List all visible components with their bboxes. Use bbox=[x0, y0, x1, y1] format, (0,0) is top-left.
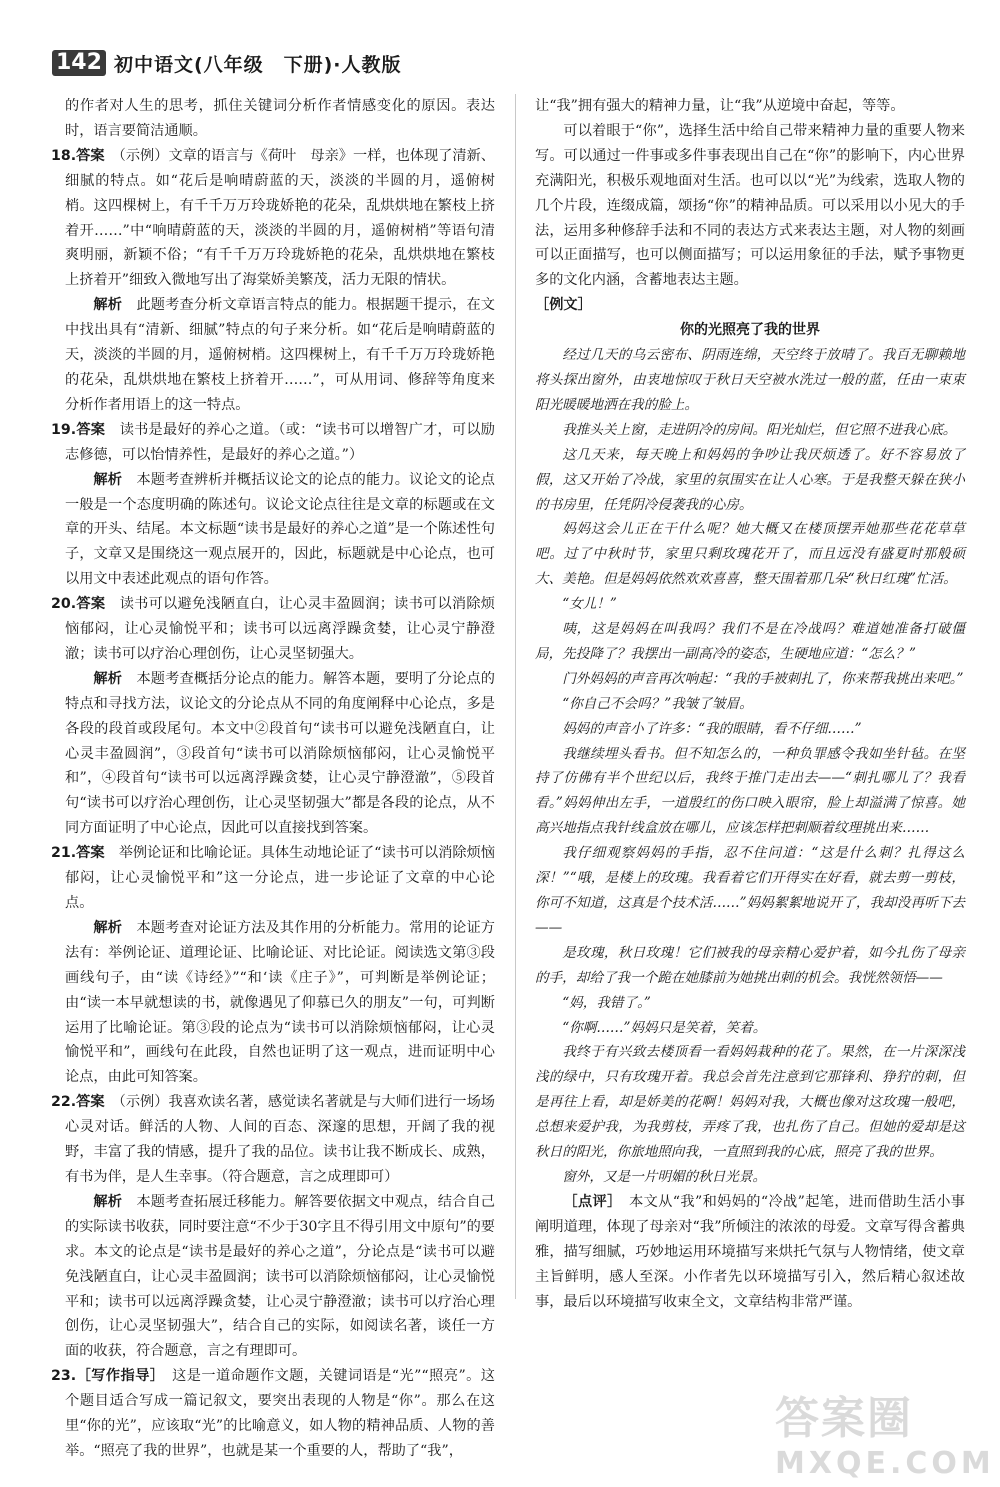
essay-paragraph: 我终于有兴致去楼顶看一看妈妈栽种的花了。果然，在一片深深浅浅的绿中，只有玫瑰开着。我总会首先注意到它那锋利、狰狞的刺，但是再往上看，却是娇美的花啊！妈妈对我，大概也像对这玫瑰一般吧，总想来爱护我，为我剪枝，弄疼了我，也扎伤了自己。但她的爱却是这秋日的阳光，你旅地照向我，一直照到我的心底，照亮了我的世界。 bbox=[535, 1044, 965, 1161]
essay-paragraph: 我仔细观察妈妈的手指，忍不住问道：“这是什么刺？扎得这么深！”“哦，是楼上的玫瑰。我看着它们开得实在好看，就去剪一剪枝，你可不知道，这真是个技术活……”妈妈絮絮地说开了，我却没再听下去—— bbox=[535, 845, 965, 936]
essay-paragraph: 我继续埋头看书。但不知怎么的，一种负罪感令我如坐针毡。在坚持了仿佛有半个世纪以后，我终于推门走出去——“刺扎哪儿了？我看看。”妈妈伸出左手，一道殷红的伤口映入眼帘，脸上却溢满了惊喜。她高兴地指点我针线盒放在哪儿，应该怎样把刺顺着纹理挑出来…… bbox=[535, 745, 965, 837]
guide-continuation: 让“我”拥有强大的精神力量，让“我”从逆境中奋起，等等。 bbox=[535, 98, 905, 114]
site-watermark bbox=[775, 1382, 995, 1481]
essay-paragraph: 妈妈这会儿正在干什么呢？她大概又在楼顶摆弄她那些花花草草吧。过了中秋时节，家里只剩玫瑰花开了，而且远没有盛夏时那般硕大、美艳。但是妈妈依然欢欢喜喜，整天围着那几朵“秋日红瑰”忙活。 bbox=[535, 521, 965, 588]
essay-body bbox=[535, 343, 965, 1190]
book-title: 初中语文(八年级 下册)·人教版 bbox=[113, 53, 402, 76]
question-19-analysis: 解析 本题考查辨析并概括议论文的论点的能力。议论文的论点一般是一个态度明确的陈述句。议论文论点往往是文章的标题或在文章的开头、结尾。本文标题“读书是最好的养心之道”是一个陈述性句子，文章又是围绕这一观点展开的，因此，标题就是中心论点，也可以用文中表述此观点的语句作答。 bbox=[65, 471, 495, 588]
question-20-analysis: 解析 本题考查概括分论点的能力。解答本题，要明了分论点的特点和寻找方法，议论文的分论点从不同的角度阐释中心论点，多是各段的段首或段尾句。本文中②段首句“读书可以避免浅陋直白，让心灵丰盈圆润”，③段首句“读书可以消除烦恼郁闷，让心灵愉悦平和”，④段首句“读书可以远离浮躁贪婪，让心灵宁静澄澈”，⑤段首句“读书可以疗治心理创伤，让心灵坚韧强大”都是各段的论点，从不同方面证明了中心论点，因此可以直接找到答案。 bbox=[65, 670, 495, 837]
question-19-answer: 19.答案 读书是最好的养心之道。（或：“读书可以增智广才，可以励志修德，可以怡情养性，是最好的养心之道。”） bbox=[51, 421, 495, 463]
question-22-analysis: 解析 本题考查拓展迁移能力。解答要依据文中观点，结合自己的实际读书收获，同时要注意“不少于30字且不得引用文中原句”的要求。本文的论点是“读书是最好的养心之道”，分论点是“读书可以避免浅陋直白，让心灵丰盈圆润；读书可以消除烦恼郁闷，让心灵愉悦平和；读书可以远离浮躁贪婪，让心灵宁静澄澈；读书可以疗治心理创伤，让心灵坚韧强大”，结合自己的实际，如阅读名著，谈任一方面的收获，符合题意，言之有理即可。 bbox=[65, 1193, 495, 1360]
intro-text: 的作者对人生的思考，抓住关键词分析作者情感变化的原因。表达时，语言要简洁通顺。 bbox=[65, 98, 495, 139]
question-18-analysis: 解析 此题考查分析文章语言特点的能力。根据题干提示，在文中找出具有“清新、细腻”特点的句子来分析。如“花后是响晴蔚蓝的天，淡淡的半圆的月，遥俯树梢。这四棵树上，有千千万万玲珑娇艳的花朵，乱烘烘地在繁枝上挤着开……”，可从用词、修辞等角度来分析作者用语上的这一特点。 bbox=[65, 297, 495, 413]
question-21-analysis: 解析 本题考查对论证方法及其作用的分析能力。常用的论证方法有：举例论证、道理论证、比喻论证、对比论证。阅读选文第③段画线句子，由“读《诗经》”“和‘读《庄子》”，可判断是举例论证；由“读一本早就想读的书，就像遇见了仰慕已久的朋友”一句，可判断运用了比喻论证。第③段的论点为“读书可以消除烦恼郁闷，让心灵愉悦平和”，画线句在此段，自然也证明了这一观点，进而证明中心论点，由此可知答案。 bbox=[65, 919, 495, 1086]
essay-paragraph: 我推头关上窗，走进阴冷的房间。阳光灿烂，但它照不进我心底。 bbox=[562, 421, 957, 438]
essay-paragraph: 是玫瑰，秋日玫瑰！它们被我的母亲精心爱护着，如今扎伤了母亲的手，却给了我一个跪在她膝前为她挑出刺的机会。我恍然领悟—— bbox=[535, 944, 965, 986]
question-18-answer: 18.答案 （示例）文章的语言与《荷叶 母亲》一样，也体现了清新、细腻的特点。如“花后是响晴蔚蓝的天，淡淡的半圆的月，遥俯树梢。这四棵树上，有千千万万玲珑娇艳的花朵，乱烘烘地在繁枝上挤着开……”中“响晴蔚蓝的天，淡淡的半圆的月，遥俯树梢”等语句清爽明丽，新颖不俗；“有千千万万玲珑娇艳的花朵，乱烘烘地在繁枝上挤着开”细致入微地写出了海棠娇美繁茂，活力无限的情状。 bbox=[51, 147, 495, 289]
watermark-url: MXQE.COM bbox=[775, 1446, 995, 1481]
essay-paragraph: 窗外，又是一片明媚的秋日光景。 bbox=[562, 1168, 767, 1185]
essay-title: 你的光照亮了我的世界 bbox=[680, 322, 820, 339]
guide-paragraph: 可以着眼于“你”，选择生活中给自己带来精神力量的重要人物来写。可以通过一件事或多件事表现出自己在“你”的影响下，内心世界充满阳光，积极乐观地面对生活。也可以以“光”为线索，选取人物的几个片段，连缀成篇，颂扬“你”的精神品质。可以采用以小见大的手法，运用多种修辞手法和不同的表达方式来表达主题，对人物的刻画可以正面描写，也可以侧面描写；可以运用象征的手法，赋予事物更多的文化内涵，含蓄地表达主题。 bbox=[535, 122, 965, 289]
left-column bbox=[51, 94, 495, 1464]
essay-paragraph: 经过几天的乌云密布、阴雨连绵，天空终于放晴了。我百无聊赖地将头探出窗外，由衷地惊叹于秋日天空被水洗过一般的蓝，任由一束束阳光暖暖地洒在我的脸上。 bbox=[535, 347, 965, 413]
question-23-guide: 23.［写作指导］ 这是一道命题作文题，关键词语是“光”“照亮”。这个题目适合写成一篇记叙文，要突出表现的人物是“你”。那么在这里“你的光”，应该取“光”的比喻意义，如人物的精神品质、人物的善举。“照亮了我的世界”，也就是某一个重要的人，帮助了“我”， bbox=[51, 1368, 495, 1459]
comment-label: ［点评］ bbox=[563, 1193, 615, 1210]
example-label: ［例文］ bbox=[535, 297, 592, 314]
essay-paragraph: “女儿！” bbox=[562, 596, 617, 613]
essay-paragraph: “你自己不会吗？”我皱了皱眉。 bbox=[562, 695, 753, 712]
page-number: 142 bbox=[52, 50, 106, 76]
essay-paragraph: “妈，我错了。” bbox=[562, 994, 651, 1011]
watermark-logo-text: 答案圈 bbox=[775, 1393, 913, 1444]
question-20-answer: 20.答案 读书可以避免浅陋直白，让心灵丰盈圆润；读书可以消除烦恼郁闷，让心灵愉悦平和；读书可以远离浮躁贪婪，让心灵宁静澄澈；读书可以疗治心理创伤，让心灵坚韧强大。 bbox=[51, 596, 495, 662]
right-column bbox=[535, 94, 965, 1314]
page-header bbox=[52, 48, 402, 78]
essay-paragraph: “你啊……”妈妈只是笑着，笑着。 bbox=[562, 1019, 767, 1036]
essay-paragraph: 门外妈妈的声音再次响起：“我的手被刺扎了，你来帮我挑出来吧。” bbox=[562, 670, 964, 687]
essay-paragraph: 妈妈的声音小了许多：“我的眼睛，看不仔细……” bbox=[562, 720, 862, 737]
column-divider bbox=[515, 94, 516, 1299]
question-21-answer: 21.答案 举例论证和比喻论证。具体生动地论证了“读书可以消除烦恼郁闷，让心灵愉悦平和”这一分论点，进一步论证了文章的中心论点。 bbox=[51, 845, 495, 911]
comment-paragraph: ［点评］ 本文从“我”和妈妈的“冷战”起笔，进而借助生活小事阐明道理，体现了母亲对“我”所倾注的浓浓的母爱。文章写得含蓄典雅，描写细腻，巧妙地运用环境描写来烘托气氛与人物情绪，使文章主旨鲜明，感人至深。小作者先以环境描写引入，然后精心叙述故事，最后以环境描写收束全文，文章结构非常严谨。 bbox=[535, 1193, 965, 1310]
essay-paragraph: 这几天来，每天晚上和妈妈的争吵让我厌烦透了。好不容易放了假，这又开始了冷战，家里的氛围实在让人心寒。于是我整天躲在狭小的书房里，任凭阴冷侵袭我的心房。 bbox=[535, 446, 965, 513]
essay-paragraph: 咦，这是妈妈在叫我吗？我们不是在冷战吗？难道她准备打破僵局，先投降了？我摆出一副高冷的姿态，生硬地应道：“怎么？” bbox=[535, 621, 965, 662]
question-22-answer: 22.答案 （示例）我喜欢读名著，感觉读名著就是与大师们进行一场场心灵对话。鲜活的人物、人间的百态、深邃的思想，开阔了我的视野，丰富了我的情感，提升了我的品位。读书让我不断成长、成熟，有书为伴，是人生幸事。（符合题意，言之成理即可） bbox=[51, 1094, 495, 1185]
